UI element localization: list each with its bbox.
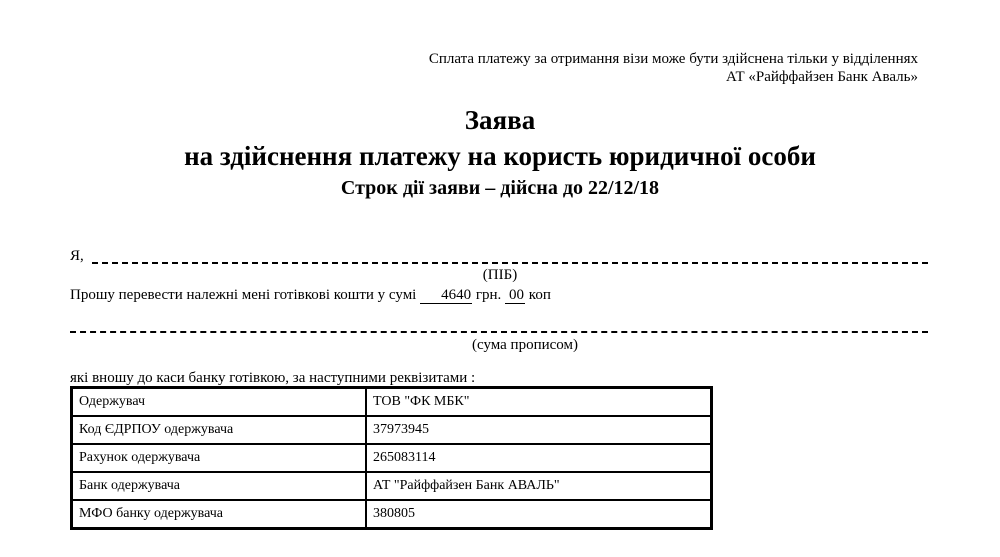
detail-value: 37973945 (366, 416, 711, 444)
table-row (72, 388, 711, 416)
applicant-name-line (92, 262, 928, 264)
amount-request-text: Прошу перевести належні мені готівкові кошти у сумі (70, 287, 417, 303)
payment-note (429, 50, 918, 86)
amount-kop: 00 (505, 288, 525, 304)
detail-label: МФО банку одержувача (72, 500, 366, 528)
table-row (72, 472, 711, 500)
table-row (72, 444, 711, 472)
detail-value: ТОВ "ФК МБК" (366, 388, 711, 416)
table-row (72, 416, 711, 444)
table-row (72, 500, 711, 528)
name-caption: (ПІБ) (482, 267, 518, 283)
amount-words-line (70, 331, 928, 333)
detail-value: 380805 (366, 500, 711, 528)
document-title: Заява (464, 105, 536, 135)
payment-note-line-1: Сплата платежу за отримання візи може бути здійснена тільки у відділеннях (428, 51, 918, 67)
detail-label: Банк одержувача (72, 472, 366, 500)
amount-uah: 4640 (420, 288, 472, 304)
amount-request (70, 286, 551, 304)
detail-value: АТ "Райффайзен Банк АВАЛЬ" (366, 472, 711, 500)
detail-label: Одержувач (72, 388, 366, 416)
payment-note-line-2: АТ «Райффайзен Банк Аваль» (725, 69, 918, 85)
details-intro: які вношу до каси банку готівкою, за наступними реквізитами : (70, 370, 476, 386)
applicant-prefix: Я, (70, 248, 84, 264)
details-table (70, 386, 713, 530)
validity-line: Строк дії заяви – дійсна до 22/12/18 (340, 177, 660, 199)
uah-label: грн. (475, 287, 502, 303)
detail-label: Рахунок одержувача (72, 444, 366, 472)
document-subtitle: на здійснення платежу на користь юридичної особи (184, 141, 816, 171)
words-caption: (сума прописом) (472, 337, 578, 353)
detail-label: Код ЄДРПОУ одержувача (72, 416, 366, 444)
kop-label: коп (528, 287, 551, 303)
detail-value: 265083114 (366, 444, 711, 472)
